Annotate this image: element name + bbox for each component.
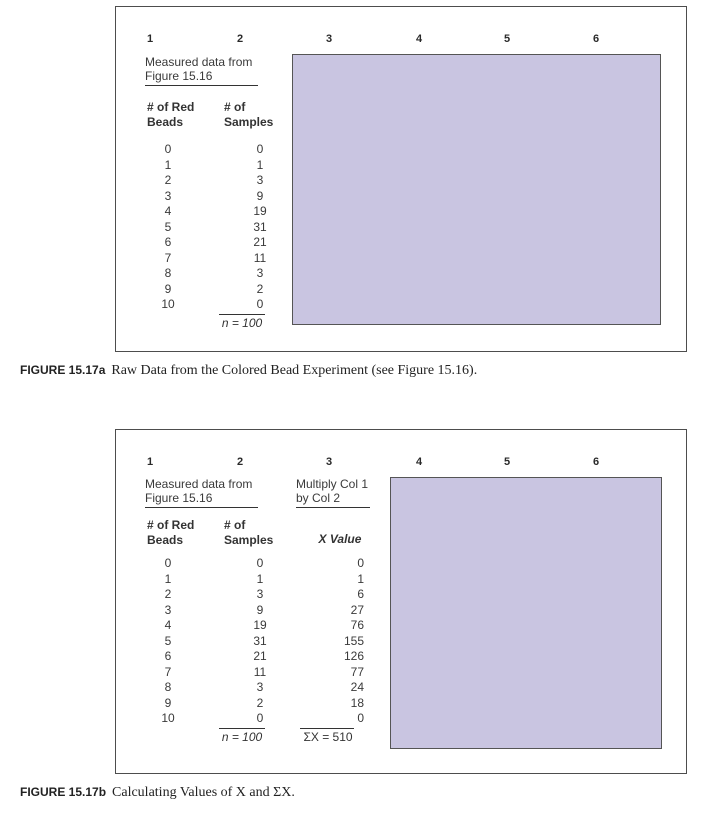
red-beads-column	[156, 142, 180, 313]
col1-header: # of Red Beads	[147, 518, 195, 547]
x-value: 77	[350, 664, 364, 679]
sample-count: 1	[256, 157, 264, 172]
col-number-1: 1	[146, 33, 154, 45]
sample-count: 0	[256, 711, 264, 725]
bead-count: 3	[164, 188, 172, 203]
sample-count: 0	[256, 556, 264, 570]
multiply-note: Multiply Col 1 by Col 2	[296, 477, 369, 505]
col-number-3: 3	[325, 456, 333, 468]
figure-a-panel	[115, 6, 687, 352]
sample-count: 31	[253, 633, 267, 648]
x-value: 0	[357, 556, 364, 570]
shaded-region	[292, 54, 661, 325]
figure-b-panel	[115, 429, 687, 774]
col2-header: # of Samples	[224, 100, 274, 129]
caption-label: FIGURE 15.17b	[20, 785, 107, 799]
col-number-6: 6	[592, 33, 600, 45]
red-beads-column	[156, 556, 180, 727]
x-value: 0	[357, 711, 364, 725]
n-total: n = 100	[221, 316, 263, 330]
sample-count: 3	[256, 173, 264, 187]
bead-count: 9	[164, 281, 172, 296]
x-value: 24	[350, 680, 364, 694]
caption-a	[20, 363, 477, 379]
bead-count: 2	[164, 587, 172, 601]
source-note: Measured data from Figure 15.16	[145, 55, 253, 83]
caption-label: FIGURE 15.17a	[20, 363, 106, 377]
sample-count: 9	[256, 602, 264, 617]
bead-count: 9	[164, 695, 172, 710]
bead-count: 0	[164, 142, 172, 156]
col-number-5: 5	[503, 33, 511, 45]
bead-count: 5	[164, 633, 172, 648]
bead-count: 6	[164, 235, 172, 249]
sample-count: 0	[256, 297, 264, 311]
sample-count: 2	[256, 695, 264, 710]
sample-count: 11	[253, 250, 267, 265]
bead-count: 2	[164, 173, 172, 187]
sample-count: 2	[256, 281, 264, 296]
col-number-4: 4	[415, 456, 423, 468]
bead-count: 7	[164, 250, 172, 265]
x-value: 126	[343, 649, 364, 663]
note-underline	[145, 85, 258, 86]
sample-count: 3	[256, 587, 264, 601]
col-number-1: 1	[146, 456, 154, 468]
x-value: 18	[350, 695, 364, 710]
samples-column	[248, 142, 272, 313]
sample-count: 3	[256, 266, 264, 280]
samples-column	[248, 556, 272, 727]
x-values-column	[334, 556, 364, 727]
sample-count: 31	[253, 219, 267, 234]
sum-x-total: ΣX = 510	[303, 730, 353, 744]
bead-count: 6	[164, 649, 172, 663]
x-value: 6	[357, 587, 364, 601]
caption-b	[20, 785, 295, 801]
col-number-5: 5	[503, 456, 511, 468]
source-note: Measured data from Figure 15.16	[145, 477, 253, 505]
multiply-note-underline	[296, 507, 370, 508]
sample-count: 3	[256, 680, 264, 694]
bead-count: 8	[164, 266, 172, 280]
caption-text: Raw Data from the Colored Bead Experiment (see Figure 15.16).	[111, 363, 478, 378]
sample-count: 0	[256, 142, 264, 156]
bead-count: 8	[164, 680, 172, 694]
n-total: n = 100	[221, 730, 263, 744]
sample-count: 19	[253, 204, 267, 218]
sample-count: 9	[256, 188, 264, 203]
x-total-rule	[300, 728, 354, 729]
col-number-2: 2	[236, 33, 244, 45]
col-number-2: 2	[236, 456, 244, 468]
bead-count: 1	[164, 157, 172, 172]
x-value: 27	[350, 602, 364, 617]
samples-total-rule	[219, 728, 265, 729]
col-number-6: 6	[592, 456, 600, 468]
x-value: 76	[350, 618, 364, 632]
col2-header: # of Samples	[224, 518, 274, 547]
bead-count: 7	[164, 664, 172, 679]
caption-text: Calculating Values of X and ΣX.	[112, 785, 295, 800]
bead-count: 10	[161, 711, 175, 725]
shaded-region	[390, 477, 662, 749]
note-underline	[145, 507, 258, 508]
sample-count: 1	[256, 571, 264, 586]
col-number-4: 4	[415, 33, 423, 45]
col3-header: X Value	[318, 532, 362, 546]
bead-count: 1	[164, 571, 172, 586]
x-value: 155	[343, 633, 364, 648]
bead-count: 10	[161, 297, 175, 311]
bead-count: 5	[164, 219, 172, 234]
sample-count: 21	[253, 235, 267, 249]
bead-count: 3	[164, 602, 172, 617]
sample-count: 19	[253, 618, 267, 632]
x-value: 1	[357, 571, 364, 586]
sample-count: 11	[253, 664, 267, 679]
col-number-3: 3	[325, 33, 333, 45]
col1-header: # of Red Beads	[147, 100, 195, 129]
bead-count: 0	[164, 556, 172, 570]
bead-count: 4	[164, 204, 172, 218]
sample-count: 21	[253, 649, 267, 663]
bead-count: 4	[164, 618, 172, 632]
samples-total-rule	[219, 314, 265, 315]
